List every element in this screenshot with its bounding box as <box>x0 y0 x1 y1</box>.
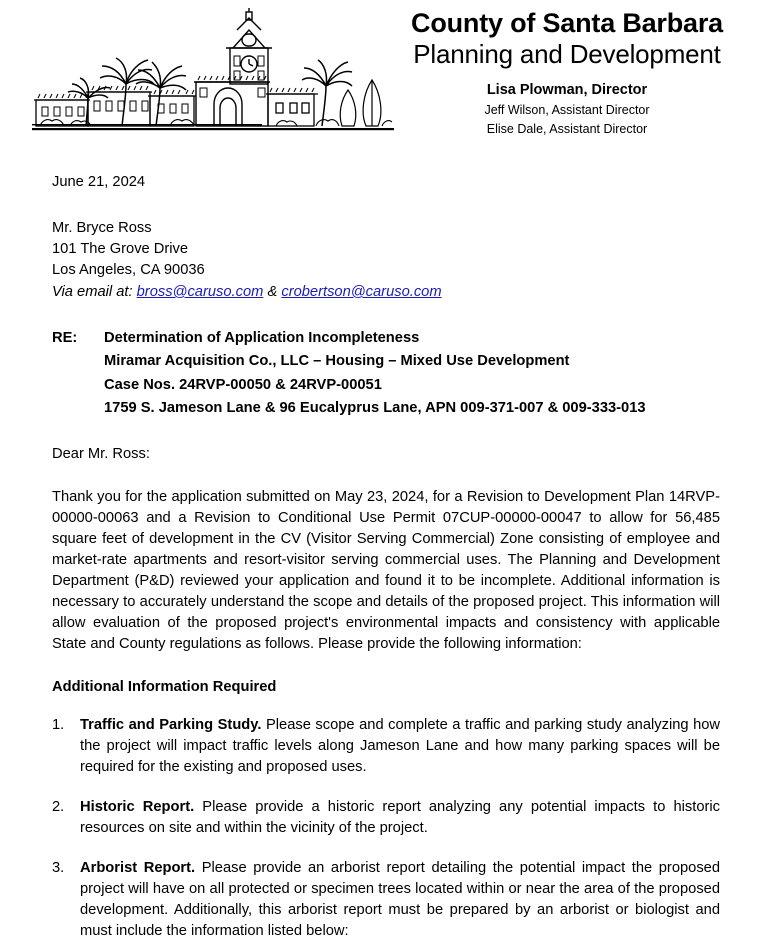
recipient-address <box>52 218 720 303</box>
section-heading-additional-information: Additional Information Required <box>52 678 277 695</box>
santa-barbara-courthouse-illustration <box>24 8 396 136</box>
re-label: RE: <box>52 329 78 346</box>
email-separator: & <box>263 283 282 300</box>
list-item-text: Please scope and complete a traffic and parking study analyzing how the project will impact traffic levels along Jameson Lane and how many parking spaces will be required for the existing and proposed uses. <box>80 717 721 776</box>
assistant-director-2: Elise Dale, Assistant Director <box>486 122 648 137</box>
assistant-director-1: Jeff Wilson, Assistant Director <box>484 103 650 118</box>
letter-date: June 21, 2024 <box>52 174 146 190</box>
salutation: Dear Mr. Ross: <box>52 446 150 463</box>
email-link-1[interactable]: bross@caruso.com <box>136 283 264 300</box>
county-name: County of Santa Barbara <box>411 8 723 38</box>
re-line-case-numbers: Case Nos. 24RVP-00050 & 24RVP-00051 <box>104 376 382 393</box>
email-link-2[interactable]: crobertson@caruso.com <box>281 283 442 300</box>
re-line-address-apn: 1759 S. Jameson Lane & 96 Eucalyprus Lane, APN 009-371-007 & 009-333-013 <box>104 400 646 416</box>
masthead <box>396 8 746 136</box>
re-block <box>52 329 720 419</box>
requirements-list <box>52 715 720 942</box>
list-item-number: 2. <box>52 799 65 816</box>
list-item <box>52 715 720 778</box>
list-item-title: Arborist Report. <box>80 860 196 877</box>
letter-body <box>24 172 746 942</box>
list-item-number: 1. <box>52 717 65 734</box>
re-line-subject: Determination of Application Incompleteness <box>104 329 420 346</box>
via-email-prefix: Via email at: <box>52 283 137 300</box>
list-item-number: 3. <box>52 860 65 877</box>
list-item <box>52 797 720 839</box>
recipient-name: Mr. Bryce Ross <box>52 220 152 237</box>
recipient-street: 101 The Grove Drive <box>52 241 189 258</box>
list-item-title: Historic Report. <box>80 799 195 816</box>
list-item-text: Please provide an arborist report detailing the potential impact the proposed project will have on all protected or specimen trees located within or near the area of the proposed development. Additionally, this arborist report must be prepared by an arborist or biologist and must include the information listed below: <box>80 860 720 940</box>
department-name: Planning and Development <box>413 39 721 70</box>
list-item <box>52 858 720 942</box>
list-item-title: Traffic and Parking Study. <box>80 717 262 734</box>
list-item-text: Please provide a historic report analyzing any potential impacts to historic resources on site and within the vicinity of the project. <box>80 799 720 837</box>
recipient-city-state-zip: Los Angeles, CA 90036 <box>52 262 205 279</box>
via-email-line <box>52 282 720 303</box>
re-lines <box>104 329 720 419</box>
intro-paragraph: Thank you for the application submitted on May 23, 2024, for a Revision to Development Plan 14RVP-00000-00063 and a Revision to Conditional Use Permit 07CUP-00000-00047 to allow for 56,485 square feet of development in the CV (Visitor Serving Commercial) Zone consisting of employee and market-rate apartments and resort-visitor serving commercial uses. The Planning and Development Department (P&D) reviewed your application and found it to be incomplete. Additional information is necessary to accurately understand the scope and details of the proposed project. This information will allow evaluation of the proposed project's environmental impacts and consistency with applicable State and County regulations as follows. Please provide the following information: <box>52 488 720 652</box>
letterhead <box>24 0 746 152</box>
re-line-project: Miramar Acquisition Co., LLC – Housing – Mixed Use Development <box>104 353 570 370</box>
director-name: Lisa Plowman, Director <box>486 82 648 99</box>
